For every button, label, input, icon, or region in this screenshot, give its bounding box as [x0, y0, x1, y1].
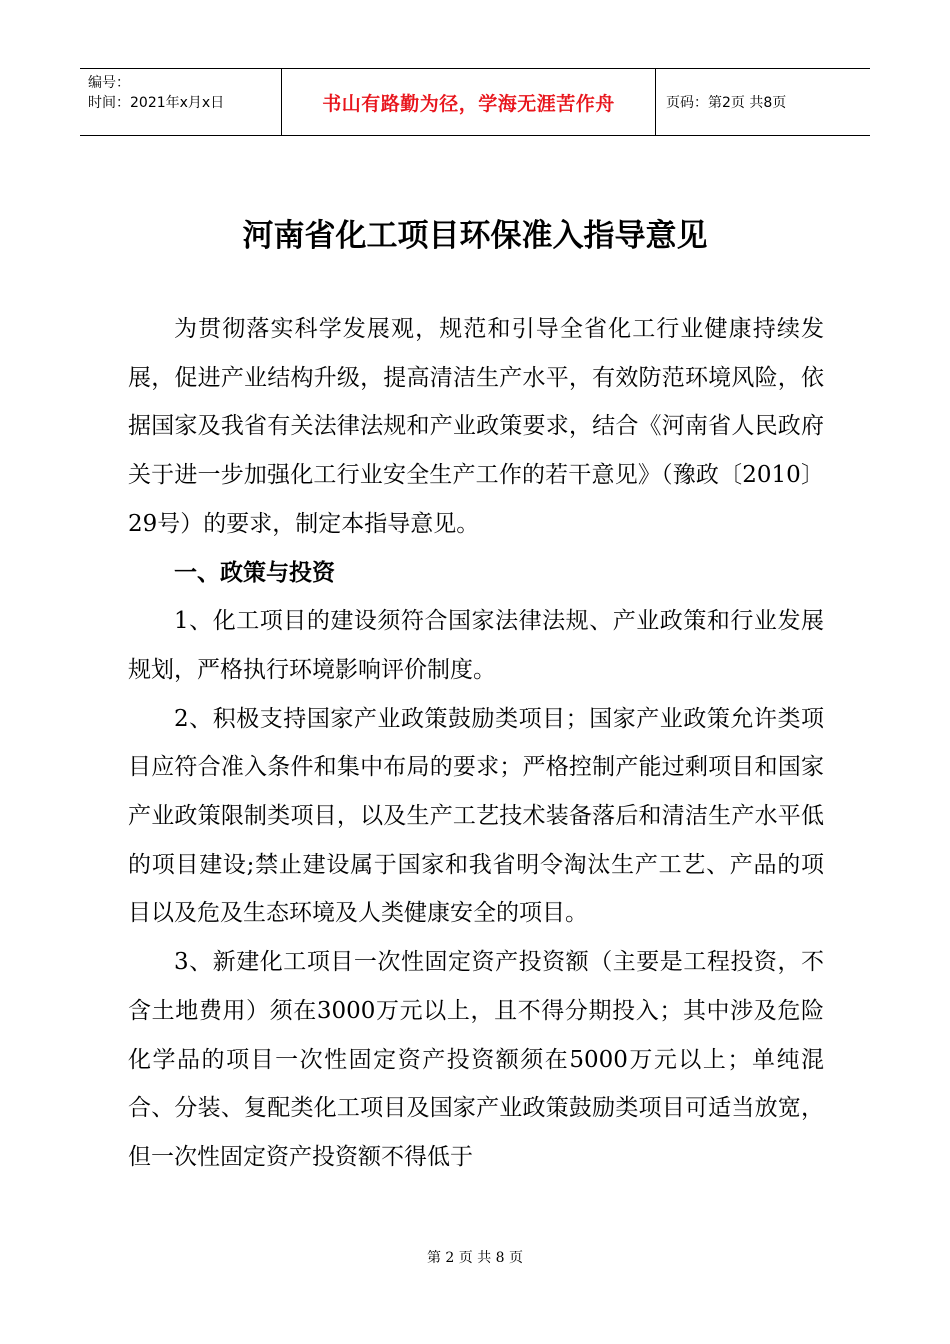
header-motto: 书山有路勤为径，学海无涯苦作舟	[282, 69, 656, 135]
page-footer: 第 2 页 共 8 页	[426, 1250, 524, 1266]
time-label: 时间：2021年x月x日	[88, 95, 225, 111]
section-heading: 一、政策与投资	[174, 559, 335, 586]
item-2-paragraph: 2、积极支持国家产业政策鼓励类项目；国家产业政策允许类项目应符合准入条件和集中布局的要求；严格控制产能过剩项目和国家产业政策限制类项目，以及生产工艺技术装备落后和清洁生产水平低的项目建设;禁止建设属于国家和我省明令淘汰生产工艺、产品的项目以及危及生态环境及人类健康安全的项目。	[128, 705, 824, 927]
document-body	[128, 305, 824, 1182]
intro-paragraph: 为贯彻落实科学发展观，规范和引导全省化工行业健康持续发展，促进产业结构升级，提高清洁生产水平，有效防范环境风险，依据国家及我省有关法律法规和产业政策要求，结合《河南省人民政府关于进一步加强化工行业安全生产工作的若干意见》（豫政〔2010〕29号）的要求，制定本指导意见。	[128, 316, 824, 537]
code-label: 编号：	[88, 75, 130, 91]
item-1-paragraph: 1、化工项目的建设须符合国家法律法规、产业政策和行业发展规划，严格执行环境影响评价制度。	[128, 608, 824, 683]
page-header	[80, 68, 870, 136]
document-title: 河南省化工项目环保准入指导意见	[242, 218, 708, 254]
header-meta-cell	[80, 69, 282, 135]
item-3-paragraph: 3、新建化工项目一次性固定资产投资额（主要是工程投资，不含土地费用）须在3000万元以上，且不得分期投入；其中涉及危险化学品的项目一次性固定资产投资额须在5000万元以上；单纯混合、分装、复配类化工项目及国家产业政策鼓励类项目可适当放宽，但一次性固定资产投资额不得低于	[128, 949, 824, 1170]
header-page-info: 页码：第2页 共8页	[666, 95, 787, 111]
